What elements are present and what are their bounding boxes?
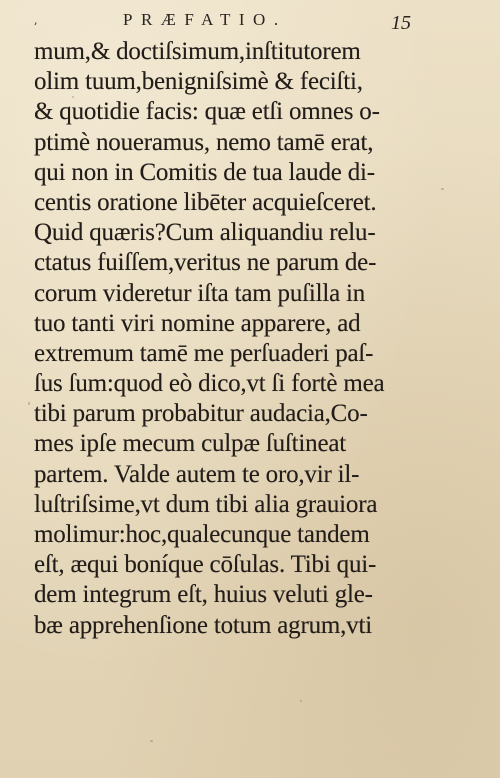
text-line: eſt, æqui boníque cōſulas. Tibi qui- [34,551,377,579]
text-line: & quotidie facis: quæ etſi omnes o- [34,98,380,126]
header-mark: , [34,14,38,27]
text-line: qui non in Comitis de tua laude di- [34,158,375,186]
paper-speck [300,700,302,702]
page-header [0,10,500,36]
text-line: luſtriſsime,vt dum tibi alia grauiora [34,490,378,518]
paper-speck [441,188,444,190]
running-title: PRÆFATIO. [123,10,287,29]
body-text [34,37,424,641]
text-line: corum videretur iſta tam puſilla in [34,279,366,307]
text-line: centis oratione libēter acquieſceret. [34,188,377,216]
text-line: ptimè noueramus, nemo tamē erat, [34,128,374,156]
text-line: ſus ſum:quod eò dico,vt ſi fortè mea [34,370,385,398]
text-line: mum,& doctiſsimum,inſtitutorem [34,38,361,65]
text-line: tuo tanti viri nomine apparere, ad [34,309,361,337]
text-line: ctatus fuiſſem,veritus ne parum de- [34,249,377,277]
paper-speck [150,740,153,742]
text-line: mes ipſe mecum culpæ ſuſtineat [34,430,346,458]
text-line: extremum tamē me perſuaderi paſ- [34,339,374,367]
text-line: bæ apprehenſione totum agrum,vti [34,611,372,639]
text-line: molimur:hoc,qualecunque tandem [34,521,370,548]
text-line: olim tuum,benigniſsimè & feciſti, [34,68,363,96]
paper-speck [28,402,30,405]
text-line: partem. Valde autem te oro,vir il- [34,460,360,488]
page-number: 15 [391,12,411,34]
text-line: dem integrum eſt, huius veluti gle- [34,581,373,609]
text-line: tibi parum probabitur audacia,Co- [34,400,368,428]
text-line: Quid quæris?Cum aliquandiu relu- [34,219,376,247]
